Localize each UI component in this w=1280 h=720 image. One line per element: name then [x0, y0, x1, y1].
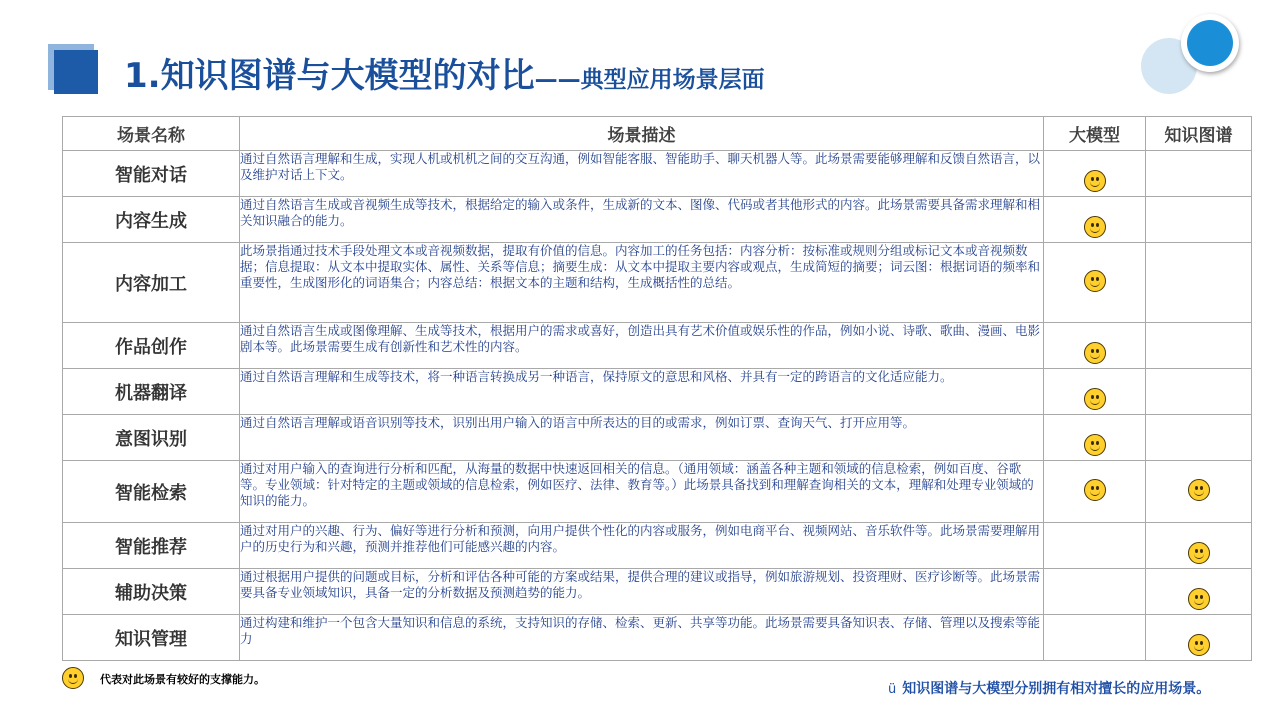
scenario-name-cell: 内容生成: [63, 197, 240, 243]
large-model-support-cell: [1044, 615, 1146, 661]
legend-text: 代表对此场景有较好的支撑能力。: [100, 673, 265, 686]
scenario-description-cell: 通过对用户的兴趣、行为、偏好等进行分析和预测，向用户提供个性化的内容或服务，例如电商平台、视频网站、音乐软件等。此场景需要理解用户的历史行为和兴趣，预测并推荐他们可能感兴趣的内容。: [240, 523, 1044, 569]
large-model-support-cell: [1044, 569, 1146, 615]
header-knowledge-graph: 知识图谱: [1146, 117, 1252, 151]
scenario-description-cell: 通过自然语言理解或语音识别等技术，识别出用户输入的语言中所表达的目的或需求，例如订票、查询天气、打开应用等。: [240, 415, 1044, 461]
footnote: [888, 678, 1210, 698]
large-model-support-cell: [1044, 197, 1146, 243]
scenario-name-cell: 智能检索: [63, 461, 240, 523]
scenario-name-cell: 内容加工: [63, 243, 240, 323]
scenario-description-cell: 通过自然语言理解和生成，实现人机或机机之间的交互沟通，例如智能客服、智能助手、聊天机器人等。此场景需要能够理解和反馈自然语言，以及维护对话上下文。: [240, 151, 1044, 197]
table-row: [63, 415, 1252, 461]
scenario-name-cell: 智能推荐: [63, 523, 240, 569]
large-model-support-cell: [1044, 323, 1146, 369]
scenario-description-cell: 通过自然语言生成或音视频生成等技术，根据给定的输入或条件，生成新的文本、图像、代码或者其他形式的内容。此场景需要具备需求理解和相关知识融合的能力。: [240, 197, 1044, 243]
scenario-description-cell: 通过对用户输入的查询进行分析和匹配，从海量的数据中快速返回相关的信息。（通用领域：涵盖各种主题和领域的信息检索，例如百度、谷歌等。专业领域：针对特定的主题或领域的信息检索，例如医疗、法律、教育等。）此场景具备找到和理解查询相关的文本，理解和处理专业领域的知识的能力。: [240, 461, 1044, 523]
table-row: [63, 243, 1252, 323]
footnote-bullet: ü: [888, 682, 897, 697]
large-model-support-cell: [1044, 523, 1146, 569]
page-title-main: 1.知识图谱与大模型的对比: [124, 56, 535, 96]
knowledge-graph-support-cell: [1146, 151, 1252, 197]
table-row: [63, 197, 1252, 243]
smiley-icon: [1084, 170, 1106, 192]
table-row: [63, 569, 1252, 615]
scenario-description-cell: 通过自然语言理解和生成等技术，将一种语言转换成另一种语言，保持原文的意思和风格、并具有一定的跨语言的文化适应能力。: [240, 369, 1044, 415]
table-row: [63, 369, 1252, 415]
large-model-support-cell: [1044, 415, 1146, 461]
page-title: [124, 48, 765, 97]
scenario-name-cell: 智能对话: [63, 151, 240, 197]
large-model-support-cell: [1044, 461, 1146, 523]
smiley-icon: [1084, 342, 1106, 364]
knowledge-graph-support-cell: [1146, 369, 1252, 415]
large-model-support-cell: [1044, 151, 1146, 197]
scenario-description-cell: 通过构建和维护一个包含大量知识和信息的系统，支持知识的存储、检索、更新、共享等功能。此场景需要具备知识表、存储、管理以及搜索等能力: [240, 615, 1044, 661]
smiley-icon: [1188, 588, 1210, 610]
table-row: [63, 323, 1252, 369]
scenario-description-cell: 通过自然语言生成或图像理解、生成等技术，根据用户的需求或喜好，创造出具有艺术价值或娱乐性的作品，例如小说、诗歌、歌曲、漫画、电影剧本等。此场景需要生成有创新性和艺术性的内容。: [240, 323, 1044, 369]
knowledge-graph-support-cell: [1146, 243, 1252, 323]
smiley-icon: [1084, 216, 1106, 238]
table-header-row: [63, 117, 1252, 151]
knowledge-graph-support-cell: [1146, 197, 1252, 243]
smiley-icon: [1084, 270, 1106, 292]
table-row: [63, 461, 1252, 523]
page-title-sub: ——典型应用场景层面: [534, 67, 765, 93]
knowledge-graph-support-cell: [1146, 461, 1252, 523]
table-body: [63, 151, 1252, 661]
smiley-icon: [1188, 634, 1210, 656]
large-model-support-cell: [1044, 369, 1146, 415]
knowledge-graph-support-cell: [1146, 415, 1252, 461]
header-scenario-description: 场景描述: [240, 117, 1044, 151]
smiley-icon: [1084, 434, 1106, 456]
knowledge-graph-support-cell: [1146, 523, 1252, 569]
scenario-description-cell: 此场景指通过技术手段处理文本或音视频数据，提取有价值的信息。内容加工的任务包括：内容分析：按标准或规则分组或标记文本或音视频数据；信息提取：从文本中提取实体、属性、关系等信息；摘要生成：从文本中提取主要内容或观点，生成简短的摘要；词云图：根据词语的频率和重要性，生成图形化的词语集合；内容总结：根据文本的主题和结构，生成概括性的总结。: [240, 243, 1044, 323]
smiley-icon: [1084, 388, 1106, 410]
header-large-model: 大模型: [1044, 117, 1146, 151]
scenario-name-cell: 机器翻译: [63, 369, 240, 415]
legend-smiley-icon: [62, 667, 84, 693]
decor-circle-blue: [1187, 20, 1233, 66]
scenario-name-cell: 辅助决策: [63, 569, 240, 615]
table-row: [63, 151, 1252, 197]
table-row: [63, 615, 1252, 661]
smiley-icon: [1188, 542, 1210, 564]
smiley-icon: [1084, 479, 1106, 501]
table-row: [63, 523, 1252, 569]
scenario-name-cell: 作品创作: [63, 323, 240, 369]
knowledge-graph-support-cell: [1146, 323, 1252, 369]
footnote-text: 知识图谱与大模型分别拥有相对擅长的应用场景。: [902, 681, 1211, 697]
title-decoration-front: [54, 50, 98, 94]
comparison-table: [62, 116, 1252, 661]
smiley-icon: [1188, 479, 1210, 501]
scenario-name-cell: 意图识别: [63, 415, 240, 461]
knowledge-graph-support-cell: [1146, 615, 1252, 661]
header-scenario-name: 场景名称: [63, 117, 240, 151]
scenario-description-cell: 通过根据用户提供的问题或目标，分析和评估各种可能的方案或结果，提供合理的建议或指导，例如旅游规划、投资理财、医疗诊断等。此场景需要具备专业领域知识，具备一定的分析数据及预测趋势的能力。: [240, 569, 1044, 615]
knowledge-graph-support-cell: [1146, 569, 1252, 615]
scenario-name-cell: 知识管理: [63, 615, 240, 661]
large-model-support-cell: [1044, 243, 1146, 323]
